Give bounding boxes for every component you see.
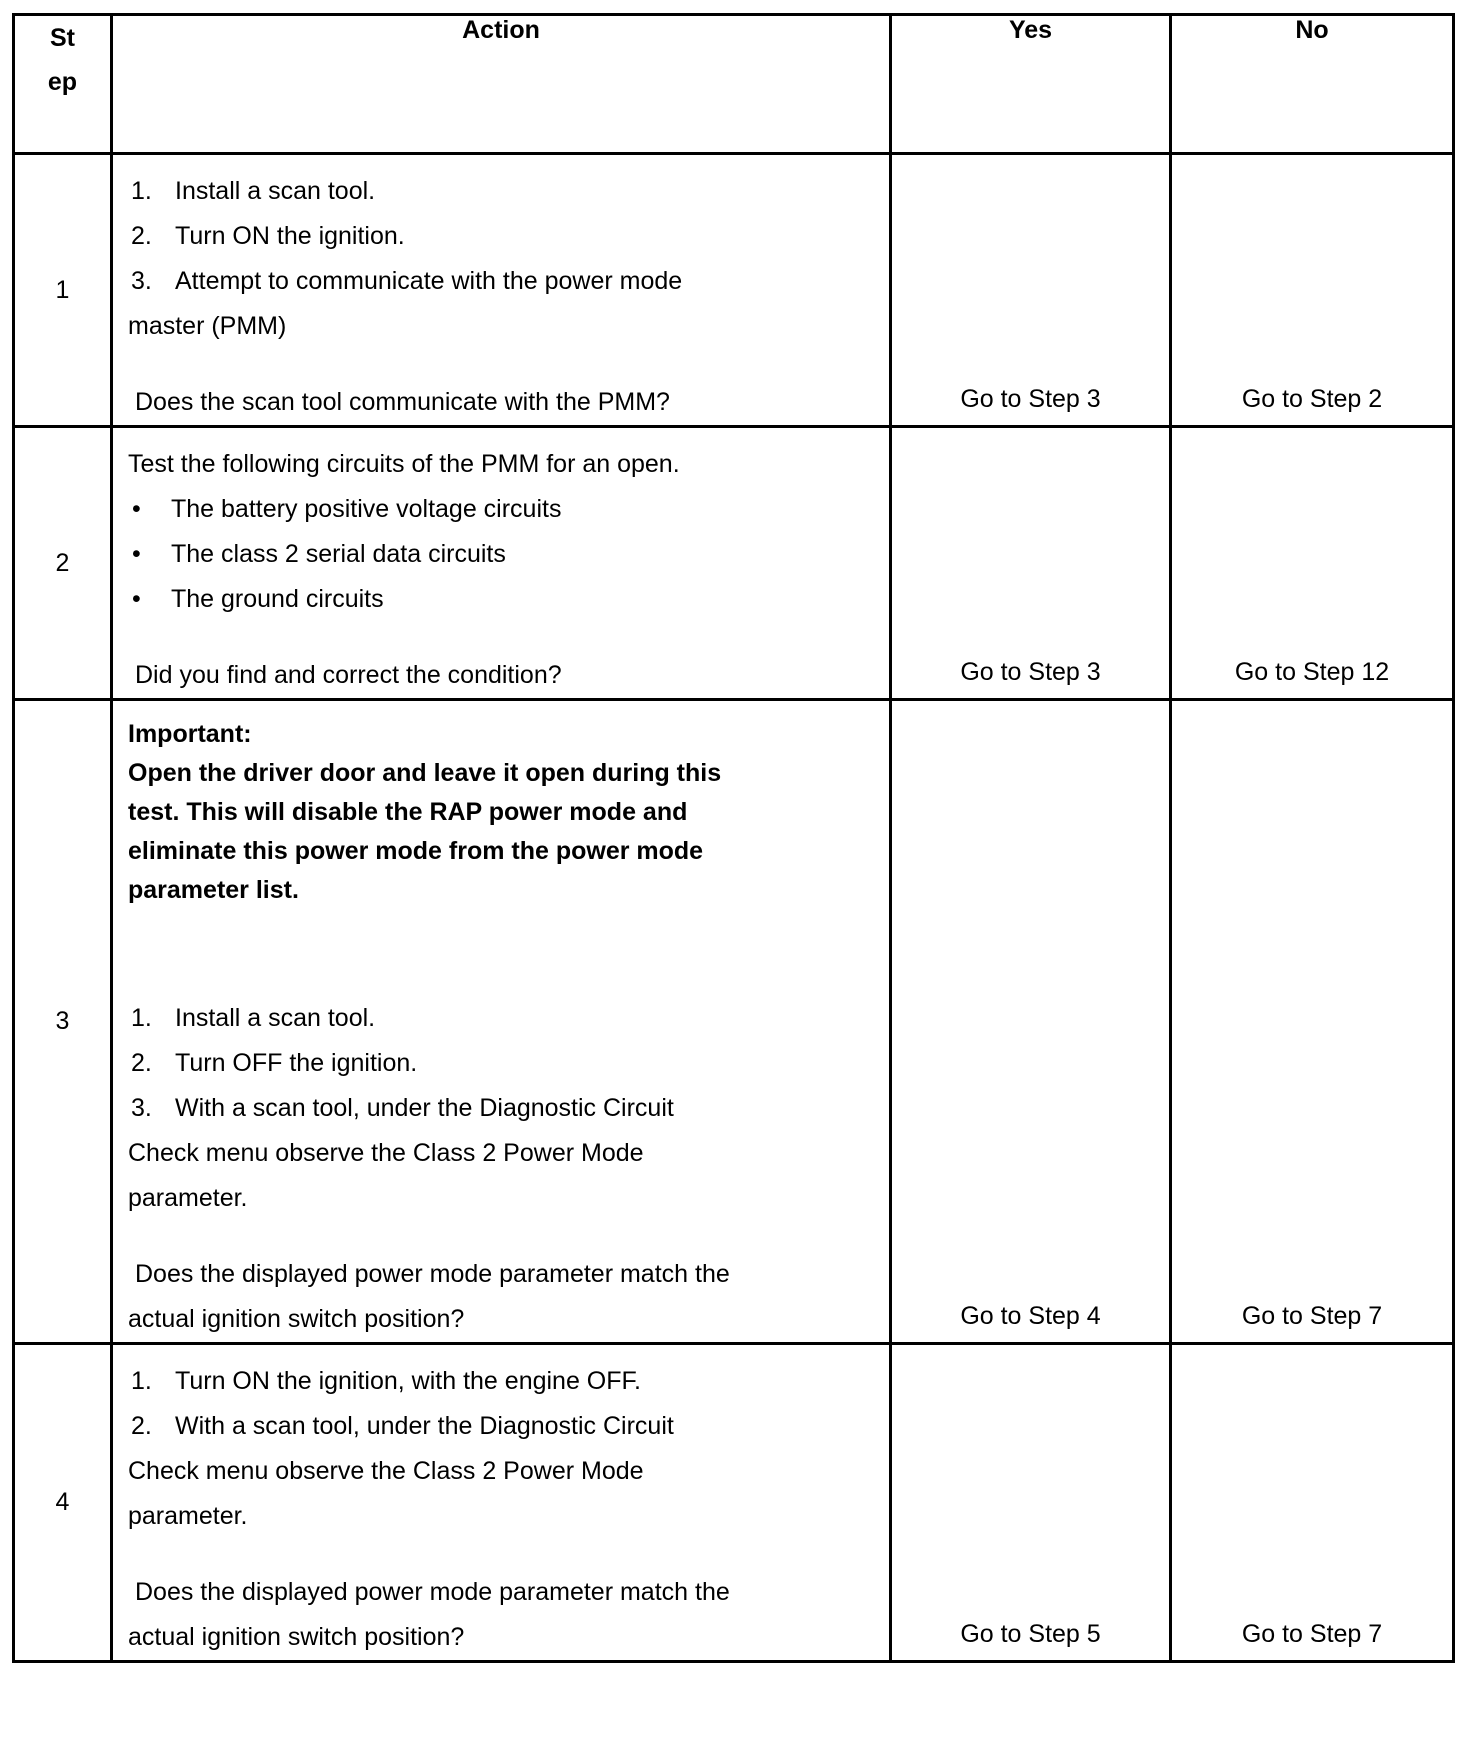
action-item: 2. With a scan tool, under the Diagnostic Circuit [131, 1412, 674, 1440]
yes-result: Go to Step 3 [891, 154, 1171, 427]
action-item: 2. Turn ON the ignition. [131, 222, 405, 250]
step-number: 3 [14, 700, 112, 1344]
header-no: No [1171, 15, 1454, 154]
action-question: Does the displayed power mode parameter match the [135, 1260, 730, 1288]
header-step [14, 15, 112, 154]
action-question: Does the displayed power mode parameter match the [135, 1578, 730, 1606]
action-continuation: Check menu observe the Class 2 Power Mode [128, 1139, 644, 1167]
header-row [14, 15, 1454, 154]
diagnostic-table [12, 13, 1455, 1663]
yes-result: Go to Step 3 [891, 427, 1171, 700]
no-result: Go to Step 7 [1171, 700, 1454, 1344]
action-continuation: master (PMM) [128, 312, 287, 340]
table-row [14, 154, 1454, 427]
action-cell [112, 1344, 891, 1662]
action-continuation: parameter. [128, 1502, 248, 1530]
action-item: 2. Turn OFF the ignition. [131, 1049, 418, 1077]
action-item: 1. Turn ON the ignition, with the engine OFF. [131, 1367, 641, 1395]
no-result: Go to Step 12 [1171, 427, 1454, 700]
warning-line: parameter list. [128, 876, 299, 904]
header-action: Action [112, 15, 891, 154]
action-cell [112, 427, 891, 700]
header-step-line1: St [50, 24, 75, 52]
warning-line: eliminate this power mode from the power mode [128, 837, 704, 865]
action-cell [112, 154, 891, 427]
action-item: 1. Install a scan tool. [131, 1004, 376, 1032]
warning-line: test. This will disable the RAP power mode and [128, 798, 688, 826]
step-number: 1 [14, 154, 112, 427]
bullet-item: • The ground circuits [132, 585, 384, 613]
yes-result: Go to Step 4 [891, 700, 1171, 1344]
action-continuation: parameter. [128, 1184, 248, 1212]
table-row [14, 1344, 1454, 1662]
important-label: Important: [128, 720, 252, 748]
action-item: 3. Attempt to communicate with the power mode [131, 267, 683, 295]
action-question-cont: actual ignition switch position? [128, 1305, 465, 1333]
step-number: 2 [14, 427, 112, 700]
bullet-item: • The battery positive voltage circuits [132, 495, 562, 523]
step-number: 4 [14, 1344, 112, 1662]
action-item: 1. Install a scan tool. [131, 177, 376, 205]
bullet-item: • The class 2 serial data circuits [132, 540, 506, 568]
action-continuation: Check menu observe the Class 2 Power Mode [128, 1457, 644, 1485]
table-row [14, 700, 1454, 1344]
no-result: Go to Step 2 [1171, 154, 1454, 427]
action-cell [112, 700, 891, 1344]
action-question: Does the scan tool communicate with the PMM? [135, 388, 670, 416]
action-item: 3. With a scan tool, under the Diagnostic Circuit [131, 1094, 674, 1122]
yes-result: Go to Step 5 [891, 1344, 1171, 1662]
action-intro: Test the following circuits of the PMM for an open. [128, 450, 680, 478]
warning-line: Open the driver door and leave it open during this [128, 759, 722, 787]
no-result: Go to Step 7 [1171, 1344, 1454, 1662]
header-step-line2: ep [47, 68, 78, 96]
action-question-cont: actual ignition switch position? [128, 1623, 465, 1651]
header-yes: Yes [891, 15, 1171, 154]
action-question: Did you find and correct the condition? [135, 661, 562, 689]
table-row [14, 427, 1454, 700]
